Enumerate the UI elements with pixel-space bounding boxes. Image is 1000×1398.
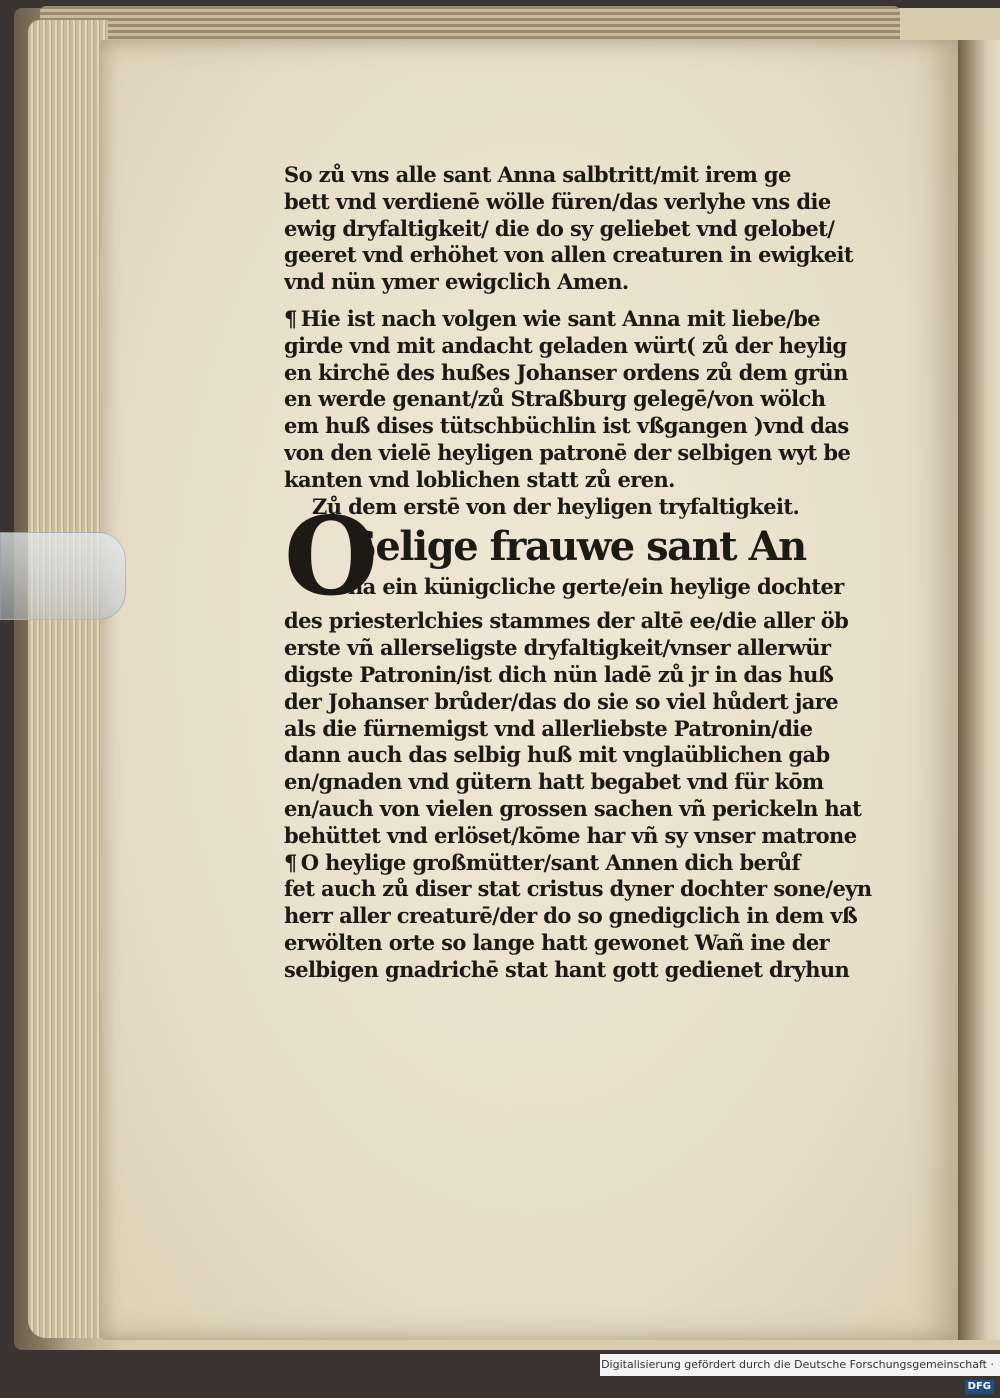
pilcrow-icon: ¶ (284, 849, 297, 875)
footer-text: Digitalisierung gefördert durch die Deutsche Forschungsgemeinschaft (601, 1358, 987, 1371)
text-line: selbigen gnadrichē stat hant gott gedienet dryhun (284, 956, 850, 982)
text-line: ewig dryfaltigkeit/ die do sy geliebet vnd gelobet/ (284, 215, 835, 241)
text-line: en/gnaden vnd gütern hatt begabet vnd für kōm (284, 769, 824, 795)
text-line: als die fürnemigst vnd allerliebste Patronin/die (284, 715, 813, 741)
text-line: der Johanser brůder/das do sie so viel hůdert jare (284, 688, 839, 714)
text-line: na ein künigcliche gerte/ein heylige dochter (348, 574, 844, 600)
pilcrow-icon: ¶ (284, 305, 297, 331)
funding-footer: Digitalisierung gefördert durch die Deutsche Forschungsgemeinschaft · DFG (600, 1354, 1000, 1376)
initial-capital: O (284, 494, 378, 621)
text-line: des priesterlchies stammes der altē ee/die aller öb (284, 608, 849, 634)
text-line: vnd nün ymer ewigclich Amen. (284, 269, 629, 295)
text-line: girde vnd mit andacht geladen würt( zů der heylig (284, 332, 847, 358)
text-line: So zů vns alle sant Anna salbtritt/mit irem ge (284, 162, 791, 187)
text-line: geeret vnd erhöhet von allen creaturen in ewigkeit (284, 242, 853, 268)
text-line: en kirchē des hußes Johanser ordens zů dem grün (284, 359, 848, 385)
dfg-logo-icon: DFG (965, 1380, 994, 1394)
text-line: von den vielē heyligen patronē der selbigen wyt be (284, 439, 851, 465)
page-text (284, 162, 884, 984)
text-line (284, 306, 884, 333)
paragraph-1 (284, 162, 884, 296)
book-gutter (958, 40, 1000, 1340)
page-edges (28, 20, 108, 1338)
paragraph-2 (284, 306, 884, 494)
display-line: Selige frauwe sant An (348, 523, 806, 571)
text-line: herr aller creaturē/der do so gnedigclich in dem vß (284, 903, 858, 929)
text-line: em huß dises tütschbüchlin ist vßgangen )vnd das (284, 413, 849, 439)
text-line: kanten vnd loblichen statt zů eren. (284, 466, 675, 492)
text-line: en werde genant/zů Straßburg gelegē/von wölch (284, 386, 826, 412)
text-line: digste Patronin/ist dich nün ladē zů jr in das huß (284, 661, 834, 687)
text-line: fet auch zů diser stat cristus dyner dochter sone/eyn (284, 876, 872, 902)
text-line-content: Hie ist nach volgen wie sant Anna mit liebe/be (300, 305, 820, 331)
text-line: dann auch das selbig huß mit vnglaüblichen gab (284, 742, 830, 768)
paragraph-4 (284, 850, 884, 984)
text-line: erste vñ allerseligste dryfaltigkeit/vnser allerwür (284, 635, 831, 661)
text-line: erwölten orte so lange hatt gewonet Wañ ine der (284, 929, 830, 955)
text-line: behüttet vnd erlöset/kōme har vñ sy vnser matrone (284, 822, 857, 848)
page-clip (0, 532, 126, 620)
text-line: bett vnd verdienē wölle füren/das verlyhe vns die (284, 188, 831, 214)
text-line-content: O heylige großmütter/sant Annen dich berůf (300, 849, 800, 875)
text-line (284, 850, 884, 877)
section-heading: Zů dem erstē von der heyligen tryfaltigkeit. (312, 493, 800, 519)
text-line: en/auch von vielen grossen sachen vñ perickeln hat (284, 795, 862, 821)
